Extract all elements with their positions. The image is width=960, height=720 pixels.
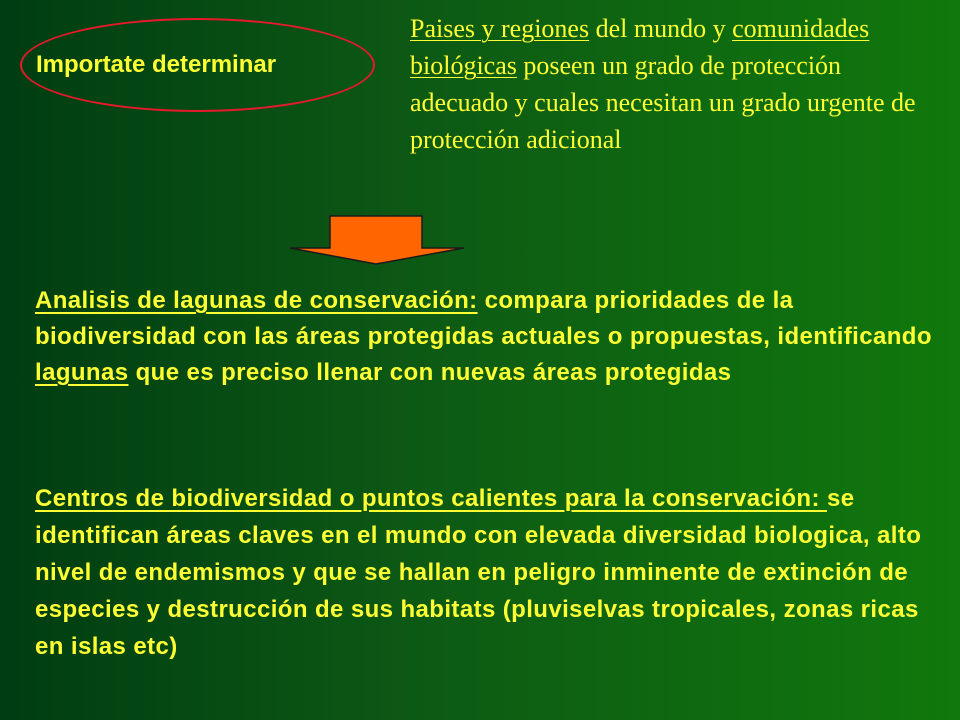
term-lagunas: lagunas bbox=[35, 359, 129, 386]
down-arrow-shape bbox=[290, 216, 464, 264]
hotspots-paragraph bbox=[35, 480, 935, 665]
top-note-text-2: poseen un grado de protección adecuado y cuales necesitan un grado urgente de protección adicional bbox=[410, 51, 916, 154]
gap-analysis-text-a: compara prioridades de la biodiversidad con las áreas protegidas actuales o propuestas, identificando bbox=[35, 287, 932, 350]
gap-analysis-text-b: que es preciso llenar con nuevas áreas protegidas bbox=[128, 359, 732, 386]
top-note bbox=[410, 10, 930, 158]
hotspots-term: Centros de biodiversidad o puntos calientes para la conservación: bbox=[35, 485, 827, 512]
top-note-text-1: del mundo y bbox=[589, 14, 733, 43]
term-comunidades-biologicas: comunidades biológicas bbox=[410, 14, 870, 80]
hotspots-text: se identifican áreas claves en el mundo con elevada diversidad biologica, alto nivel de endemismos y que se hallan en peligro inminente de extinción de especies y destrucción de sus habitats (pluviselvas tropicales, zonas ricas en islas etc) bbox=[35, 485, 922, 660]
gap-analysis-term: Analisis de lagunas de conservación: bbox=[35, 287, 478, 314]
gap-analysis-paragraph bbox=[35, 283, 935, 391]
down-arrow-icon bbox=[288, 214, 466, 266]
callout-label: Importate determinar bbox=[36, 51, 277, 78]
term-paises-regiones: Paises y regiones bbox=[410, 14, 590, 43]
